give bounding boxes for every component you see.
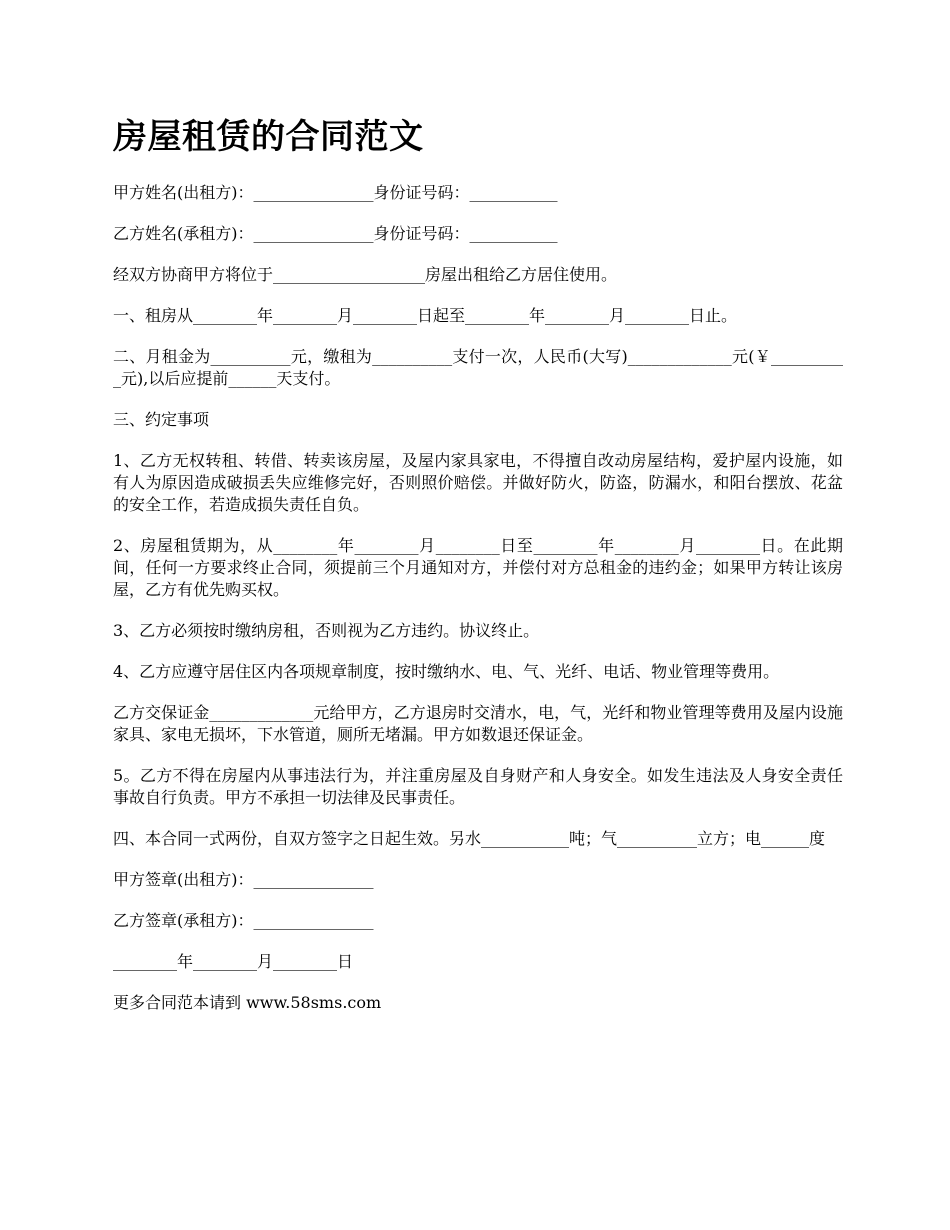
signing-date-line: ________年________月________日 <box>113 952 354 971</box>
deposit-clause: 乙方交保证金_____________元给甲方，乙方退房时交清水，电，气，光纤和物业管理等费用及屋内设施家具、家电无损坏，下水管道，厕所无堵漏。甲方如数退还保证金。 <box>113 703 843 744</box>
clause-5: 5。乙方不得在房屋内从事违法行为，并注重房屋及自身财产和人身安全。如发生违法及人身安全责任事故自行负责。甲方不承担一切法律及民事责任。 <box>113 766 843 807</box>
clause-2: 2、房屋租赁期为，从________年________月________日至________年________月________日。在此期间，任何一方要求终止合同，须提前三个月通知对方，并偿付对方总租金的违约金；如果甲方转让该房屋，乙方有优先购买权。 <box>113 536 843 599</box>
document-title: 房屋租赁的合同范文 <box>113 117 424 157</box>
footer-note: 更多合同范本请到 www.58sms.com <box>113 993 382 1012</box>
clause-1: 1、乙方无权转租、转借、转卖该房屋，及屋内家具家电，不得擅自改动房屋结构，爱护屋内设施，如有人为原因造成破损丢失应维修完好，否则照价赔偿。并做好防火，防盗，防漏水，和阳台摆放、花盆的安全工作，若造成损失责任自负。 <box>113 451 843 514</box>
party-b-signature-line: 乙方签章(承租方)：_______________ <box>113 911 374 930</box>
property-location-line: 经双方协商甲方将位于___________________房屋出租给乙方居住使用。 <box>113 265 618 284</box>
party-b-name-line: 乙方姓名(承租方)：_______________身份证号码：___________ <box>113 224 558 243</box>
document-page <box>113 110 843 1033</box>
party-a-signature-line: 甲方签章(出租方)：_______________ <box>113 870 374 889</box>
effective-clause: 四、本合同一式两份，自双方签字之日起生效。另水___________吨；气__________立方；电______度 <box>113 829 826 848</box>
agreed-items-heading: 三、约定事项 <box>113 410 210 429</box>
party-a-name-line: 甲方姓名(出租方)：_______________身份证号码：___________ <box>113 183 558 202</box>
clause-4: 4、乙方应遵守居住区内各项规章制度，按时缴纳水、电、气、光纤、电话、物业管理等费用。 <box>113 662 780 681</box>
clause-3: 3、乙方必须按时缴纳房租，否则视为乙方违约。协议终止。 <box>113 621 540 640</box>
lease-period-line: 一、租房从________年________月________日起至________年________月________日止。 <box>113 306 738 325</box>
rent-payment-clause: 二、月租金为__________元，缴租为__________支付一次，人民币(大写)_____________元(￥__________元),以后应提前______天支付。 <box>113 347 843 388</box>
